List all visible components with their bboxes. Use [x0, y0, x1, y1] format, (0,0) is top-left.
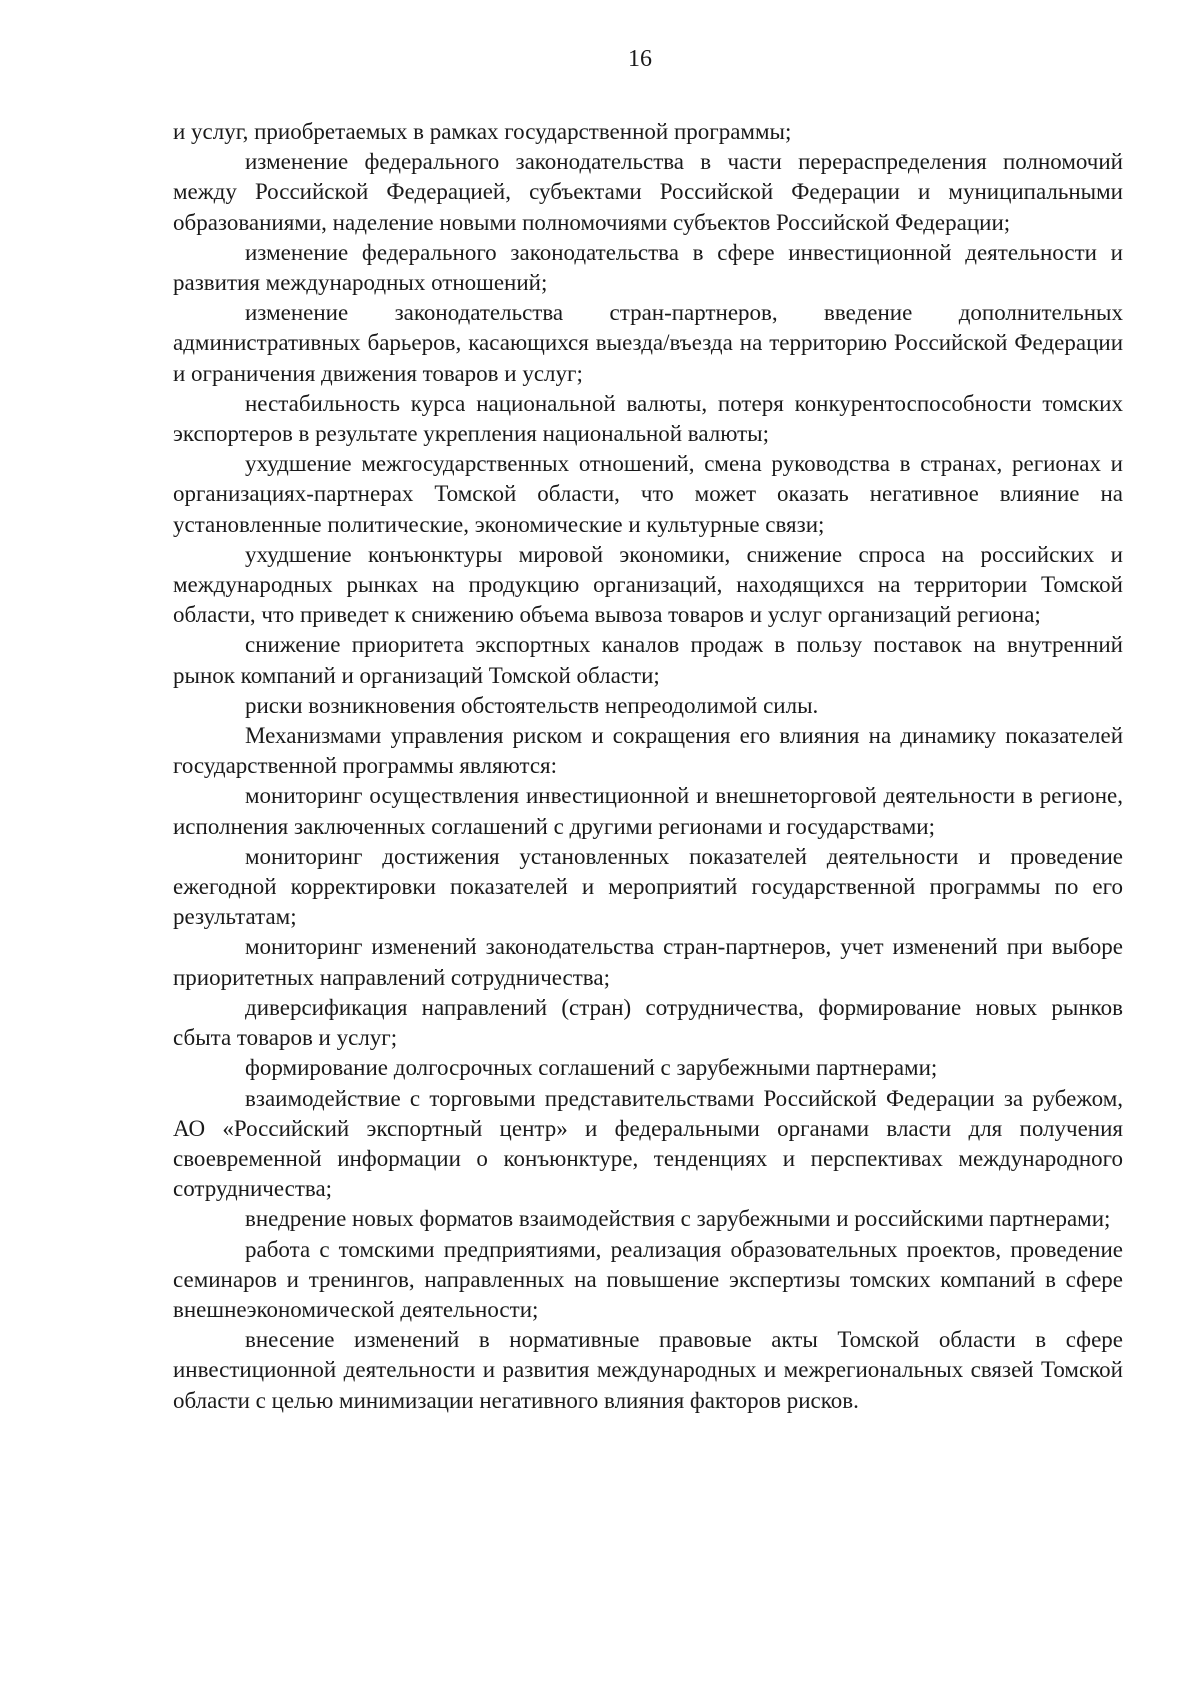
- paragraph: снижение приоритета экспортных каналов продаж в пользу поставок на внутренний рынок компаний и организаций Томской области;: [173, 632, 1123, 688]
- paragraph: внедрение новых форматов взаимодействия с зарубежными и российскими партнерами;: [245, 1206, 1111, 1232]
- paragraph: Механизмами управления риском и сокращения его влияния на динамику показателей государственной программы являются:: [173, 723, 1123, 779]
- paragraph: взаимодействие с торговыми представительствами Российской Федерации за рубежом, АО «Российский экспортный центр» и федеральными органами власти для получения своевременной информации о конъюнктуре, тенденциях и перспективах международного сотрудничества;: [173, 1085, 1123, 1202]
- paragraph: диверсификация направлений (стран) сотрудничества, формирование новых рынков сбыта товаров и услуг;: [173, 994, 1123, 1051]
- paragraph: внесение изменений в нормативные правовые акты Томской области в сфере инвестиционной деятельности и развития международных и межрегиональных связей Томской области с целью минимизации негативного влияния факторов рисков.: [173, 1327, 1123, 1413]
- paragraph: изменение законодательства стран-партнеров, введение дополнительных административных барьеров, касающихся выезда/въезда на территорию Российской Федерации и ограничения движения товаров и услуг;: [173, 300, 1123, 386]
- paragraph: ухудшение конъюнктуры мировой экономики, снижение спроса на российских и международных рынках на продукцию организаций, находящихся на территории Томской области, что приведет к снижению объема вывоза товаров и услуг организаций региона;: [173, 541, 1123, 628]
- paragraph: мониторинг осуществления инвестиционной и внешнеторговой деятельности в регионе, исполнения заключенных соглашений с другими регионами и государствами;: [173, 783, 1123, 839]
- document-body: [173, 117, 1123, 1416]
- paragraph: риски возникновения обстоятельств непреодолимой силы.: [245, 692, 819, 718]
- paragraph: мониторинг изменений законодательства стран-партнеров, учет изменений при выборе приоритетных направлений сотрудничества;: [173, 934, 1123, 990]
- paragraph: ухудшение межгосударственных отношений, смена руководства в странах, регионах и организациях-партнерах Томской области, что может оказать негативное влияние на установленные политические, экономические и культурные связи;: [173, 451, 1123, 537]
- page-number: 16: [628, 46, 652, 72]
- paragraph: изменение федерального законодательства в части перераспределения полномочий между Российской Федерацией, субъектами Российской Федерации и муниципальными образованиями, наделение новыми полномочиями субъектов Российской Федерации;: [173, 149, 1123, 235]
- paragraph-continuation: и услуг, приобретаемых в рамках государственной программы;: [173, 119, 792, 144]
- paragraph: формирование долгосрочных соглашений с зарубежными партнерами;: [245, 1055, 938, 1081]
- paragraph: работа с томскими предприятиями, реализация образовательных проектов, проведение семинаров и тренингов, направленных на повышение экспертизы томских компаний в сфере внешнеэкономической деятельности;: [173, 1236, 1123, 1322]
- paragraph: изменение федерального законодательства в сфере инвестиционной деятельности и развития международных отношений;: [173, 239, 1123, 296]
- paragraph: мониторинг достижения установленных показателей деятельности и проведение ежегодной корректировки показателей и мероприятий государственной программы по его результатам;: [173, 843, 1123, 930]
- paragraph: нестабильность курса национальной валюты, потеря конкурентоспособности томских экспортеров в результате укрепления национальной валюты;: [173, 390, 1123, 447]
